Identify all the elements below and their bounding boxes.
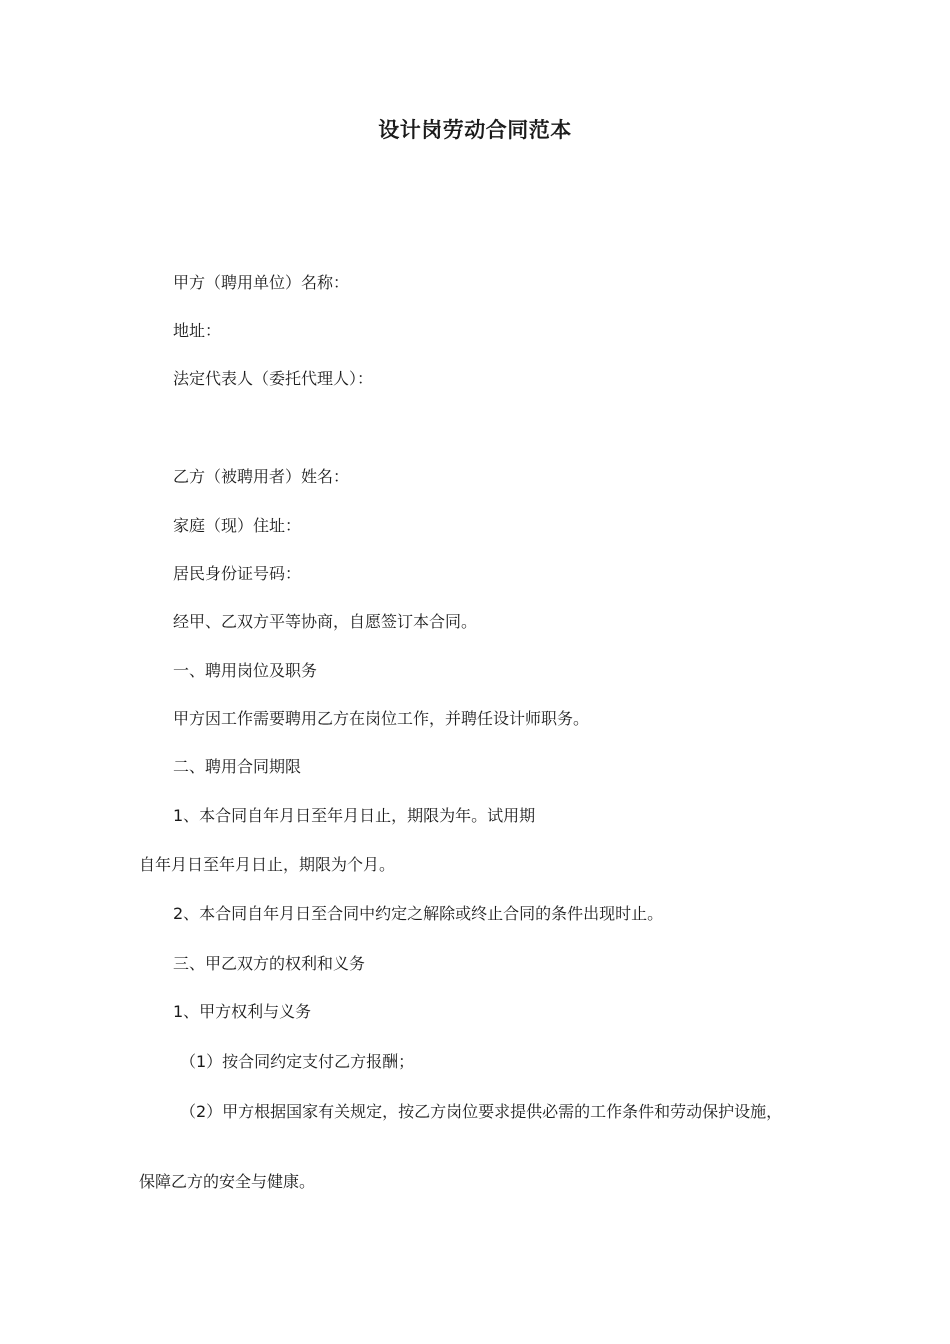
section-3-clause-1: （1）按合同约定支付乙方报酬； xyxy=(180,1052,415,1071)
section-3-clause-2: （2）甲方根据国家有关规定，按乙方岗位要求提供必需的工作条件和劳动保护设施， xyxy=(180,1102,783,1121)
party-a-address-line: 地址： xyxy=(173,321,222,340)
section-3-clause-2-continued: 保障乙方的安全与健康。 xyxy=(139,1172,316,1191)
party-b-id-line: 居民身份证号码： xyxy=(173,564,302,583)
section-1-heading: 一、聘用岗位及职务 xyxy=(173,661,318,680)
party-b-address-line: 家庭（现）住址： xyxy=(173,516,302,535)
section-2-item-1: 1、本合同自年月日至年月日止，期限为年。试用期 xyxy=(173,806,536,825)
section-2-item-2: 2、本合同自年月日至合同中约定之解除或终止合同的条件出现时止。 xyxy=(173,904,664,923)
agreement-intro-line: 经甲、乙双方平等协商，自愿签订本合同。 xyxy=(173,612,478,631)
party-a-name-line: 甲方（聘用单位）名称： xyxy=(173,273,350,292)
section-3-subheading: 1、甲方权利与义务 xyxy=(173,1002,312,1021)
party-b-name-line: 乙方（被聘用者）姓名： xyxy=(173,467,350,486)
party-a-representative-line: 法定代表人（委托代理人）： xyxy=(173,369,374,388)
section-3-heading: 三、甲乙双方的权利和义务 xyxy=(173,954,366,973)
section-2-item-1-continued: 自年月日至年月日止，期限为个月。 xyxy=(139,855,396,874)
document-title: 设计岗劳动合同范本 xyxy=(378,118,572,142)
section-2-heading: 二、聘用合同期限 xyxy=(173,757,302,776)
section-1-body: 甲方因工作需要聘用乙方在岗位工作，并聘任设计师职务。 xyxy=(173,709,590,728)
